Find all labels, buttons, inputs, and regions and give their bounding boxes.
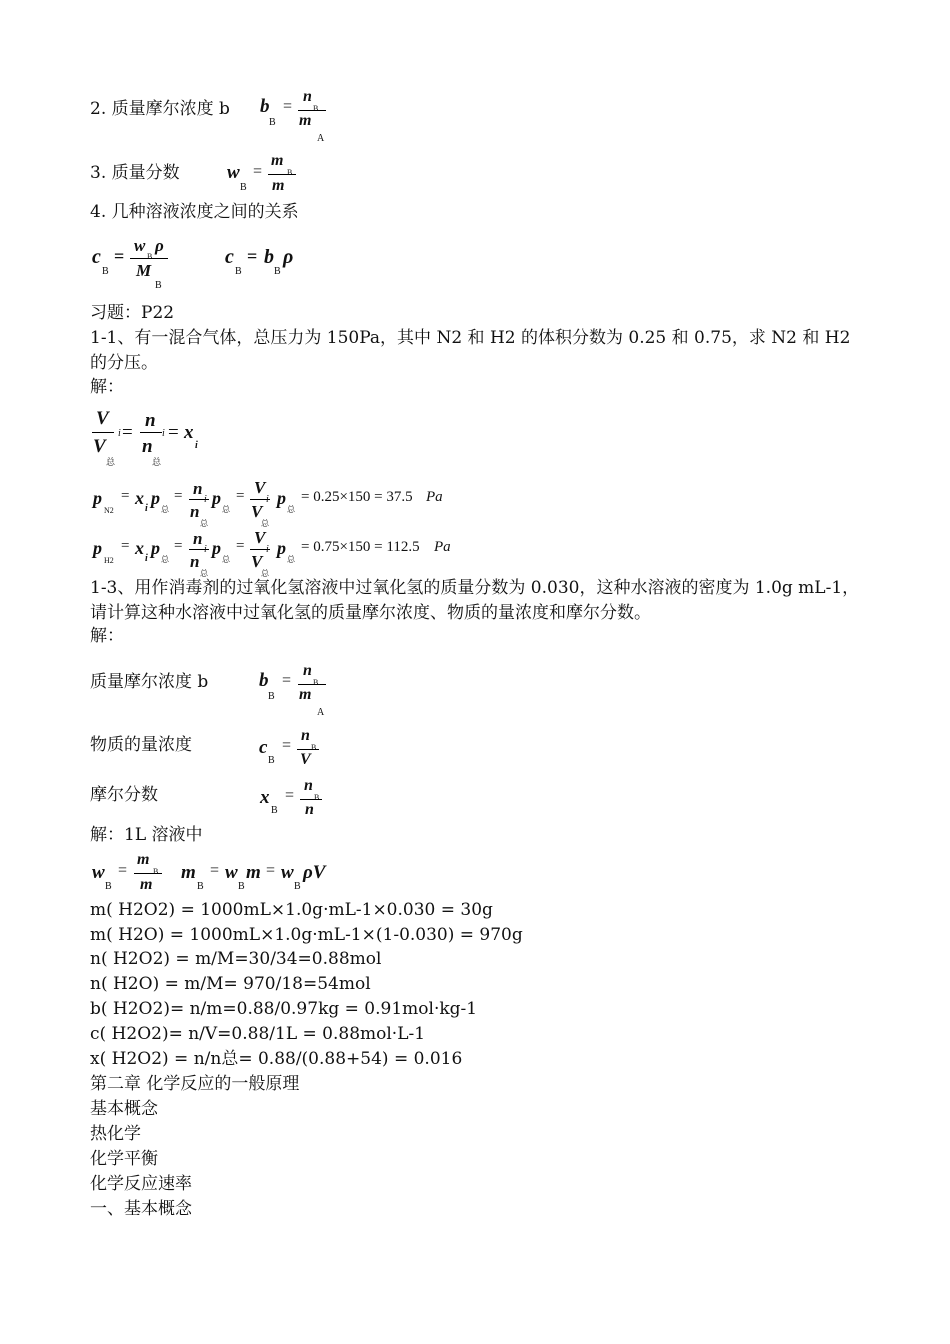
exercise-heading: 习题：P22 [90,303,175,323]
item-2-label: 2. 质量摩尔浓度 b [90,99,230,119]
calc-line: m( H2O2) = 1000mL×1.0g·mL-1×0.030 = 30g [90,900,493,920]
label-molality: 质量摩尔浓度 b [90,672,209,692]
section-heading: 一、基本概念 [90,1199,192,1219]
item-4-label: 4. 几种溶液浓度之间的关系 [90,202,299,222]
calc-line: m( H2O) = 1000mL×1.0g·mL-1×(1-0.030) = 970g [90,925,523,945]
question-1-1: 1-1、有一混合气体，总压力为 150Pa，其中 N2 和 H2 的体积分数为 0.25 和 0.75，求 N2 和 H2 的分压。 [90,328,851,373]
solution-label-1: 解： [90,377,124,397]
chapter-topic: 基本概念 [90,1099,158,1119]
question-1-3: 1-3、用作消毒剂的过氧化氢溶液中过氧化氢的质量分数为 0.030，这种水溶液的密度为 1.0g mL-1，请计算这种水溶液中过氧化氢的质量摩尔浓度、物质的量浓度和摩尔分数。 [90,578,860,623]
calc-line: n( H2O2) = m/M=30/34=0.88mol [90,949,382,969]
calc-line: x( H2O2) = n/n总= 0.88/(0.88+54) = 0.016 [90,1049,463,1069]
chapter-topic: 化学反应速率 [90,1174,192,1194]
chapter-topic: 热化学 [90,1124,141,1144]
chapter-title: 第二章 化学反应的一般原理 [90,1074,300,1094]
label-mole-fraction: 摩尔分数 [90,785,158,805]
chapter-topic: 化学平衡 [90,1149,158,1169]
label-amount-concentration: 物质的量浓度 [90,735,192,755]
solution-label-3: 解：1L 溶液中 [90,825,203,845]
calc-line: b( H2O2)= n/m=0.88/0.97kg = 0.91mol·kg-1 [90,999,478,1019]
solution-label-2: 解： [90,626,124,646]
calc-line: n( H2O) = m/M= 970/18=54mol [90,974,371,994]
item-3-label: 3. 质量分数 [90,163,180,183]
calc-line: c( H2O2)= n/V=0.88/1L = 0.88mol·L-1 [90,1024,426,1044]
